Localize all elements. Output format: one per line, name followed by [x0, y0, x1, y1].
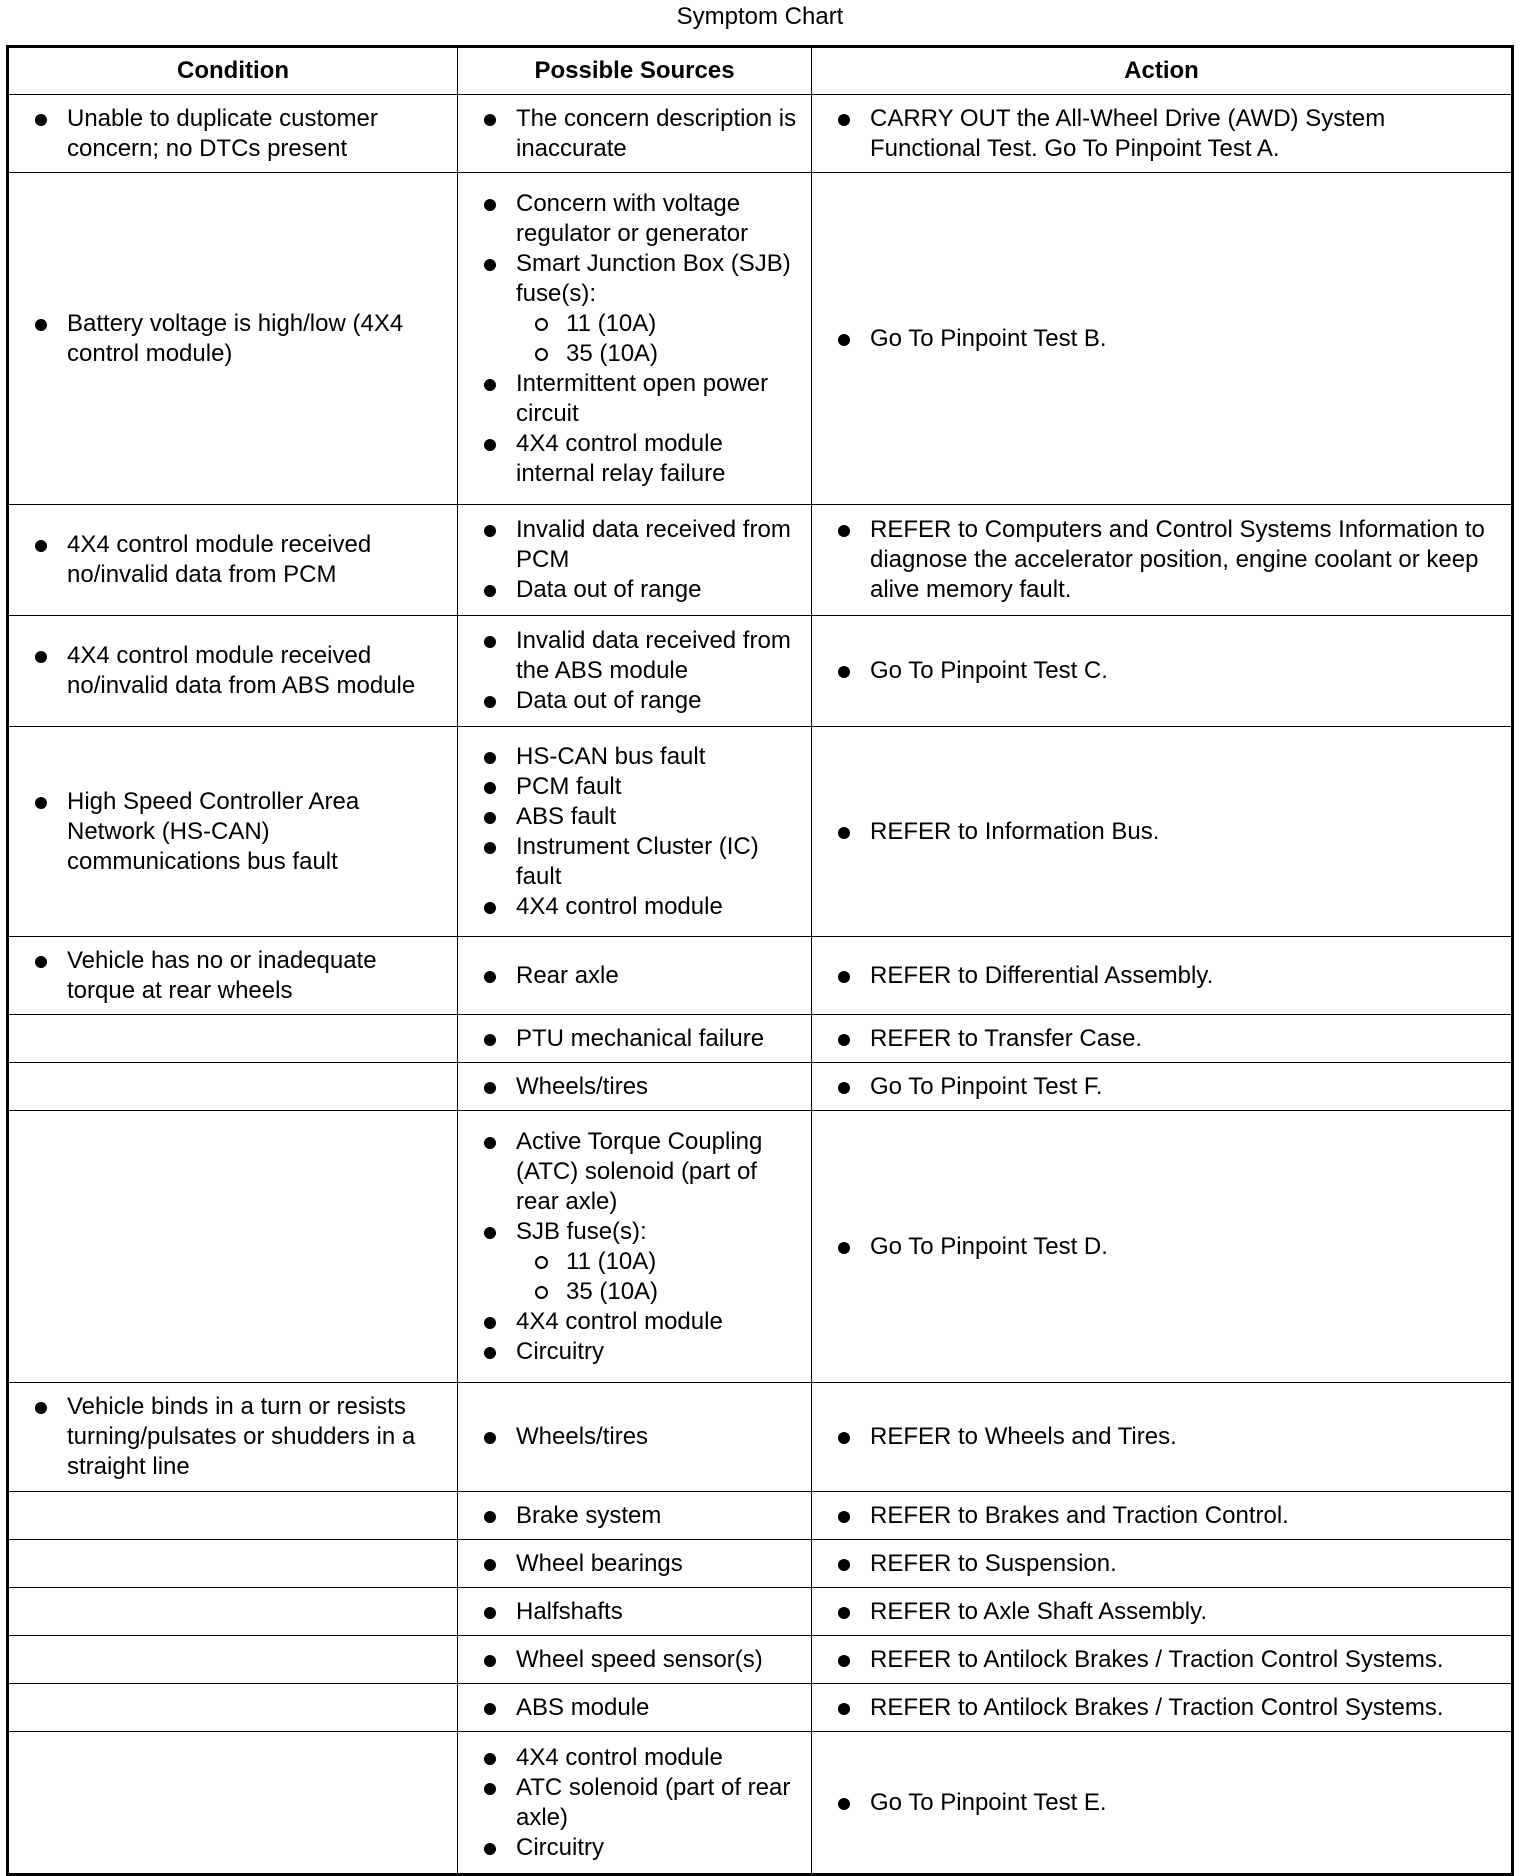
- bullet-icon: [484, 1034, 496, 1046]
- bullet-icon: [838, 1242, 850, 1254]
- possible-sources-cell: [458, 616, 812, 727]
- bullet-icon: [838, 1432, 850, 1444]
- bullet-icon: [484, 782, 496, 794]
- circle-bullet-icon: [535, 1286, 548, 1299]
- source-text: Concern with voltage regulator or generator: [516, 189, 749, 247]
- source-item: [458, 1645, 811, 1675]
- table-row: [8, 616, 1513, 727]
- action-item: [812, 1549, 1511, 1579]
- source-text: ABS module: [516, 1693, 650, 1721]
- bullet-icon: [484, 1227, 496, 1239]
- source-item: [458, 515, 811, 575]
- source-text: SJB fuse(s):: [516, 1217, 647, 1245]
- source-item: [458, 429, 811, 489]
- bullet-icon: [484, 1082, 496, 1094]
- source-text: Wheel bearings: [516, 1549, 683, 1577]
- condition-text: High Speed Controller Area Network (HS-CAN) communications bus fault: [67, 787, 360, 875]
- condition-item: [9, 946, 457, 1006]
- table-row: [8, 505, 1513, 616]
- source-text: PTU mechanical failure: [516, 1024, 765, 1052]
- bullet-icon: [838, 1082, 850, 1094]
- table-row: [8, 173, 1513, 505]
- bullet-icon: [484, 379, 496, 391]
- action-cell: [812, 1015, 1513, 1063]
- action-text: Go To Pinpoint Test C.: [870, 657, 1108, 684]
- source-text: 4X4 control module: [516, 1743, 723, 1771]
- action-cell: [812, 1732, 1513, 1875]
- source-text: Brake system: [516, 1501, 662, 1529]
- action-item: [812, 1645, 1511, 1675]
- condition-item: [9, 787, 457, 877]
- source-item: [458, 575, 811, 605]
- table-row: [8, 1015, 1513, 1063]
- possible-sources-cell: [458, 727, 812, 937]
- source-item: [458, 1743, 811, 1773]
- source-text: Circuitry: [516, 1833, 604, 1861]
- possible-sources-cell: [458, 1063, 812, 1111]
- table-row: [8, 1383, 1513, 1492]
- action-text: REFER to Suspension.: [870, 1549, 1117, 1577]
- bullet-icon: [484, 585, 496, 597]
- action-cell: [812, 173, 1513, 505]
- source-text: Active Torque Coupling (ATC) solenoid (part of rear axle): [516, 1127, 763, 1215]
- source-item: [458, 189, 811, 249]
- source-item: [458, 1773, 811, 1833]
- action-item: [812, 656, 1511, 686]
- condition-cell: [8, 727, 458, 937]
- action-item: [812, 1024, 1511, 1054]
- condition-cell: [8, 1111, 458, 1383]
- bullet-icon: [35, 797, 47, 809]
- circle-bullet-icon: [535, 348, 548, 361]
- table-row: [8, 727, 1513, 937]
- source-text: Smart Junction Box (SJB) fuse(s):: [516, 249, 791, 307]
- bullet-icon: [484, 1753, 496, 1765]
- condition-cell: [8, 95, 458, 173]
- condition-item: [9, 530, 457, 590]
- condition-text: 4X4 control module received no/invalid data from ABS module: [67, 642, 416, 699]
- action-cell: [812, 1063, 1513, 1111]
- bullet-icon: [838, 334, 850, 346]
- condition-item: [9, 104, 457, 164]
- action-item: [812, 1422, 1511, 1452]
- action-item: [812, 1693, 1511, 1723]
- action-cell: [812, 937, 1513, 1015]
- bullet-icon: [484, 971, 496, 983]
- condition-cell: [8, 1492, 458, 1540]
- condition-cell: [8, 173, 458, 505]
- source-item: [458, 742, 811, 772]
- bullet-icon: [838, 1607, 850, 1619]
- source-item: [458, 1422, 811, 1452]
- fuse-item: [516, 1277, 797, 1307]
- action-text: REFER to Differential Assembly.: [870, 961, 1214, 989]
- bullet-icon: [35, 1402, 47, 1414]
- bullet-icon: [484, 439, 496, 451]
- condition-cell: [8, 1063, 458, 1111]
- condition-text: 4X4 control module received no/invalid data from PCM: [67, 531, 372, 588]
- action-item: [812, 515, 1511, 605]
- bullet-icon: [838, 1703, 850, 1715]
- condition-cell: [8, 505, 458, 616]
- table-row: [8, 1684, 1513, 1732]
- source-item: [458, 626, 811, 686]
- table-row: [8, 937, 1513, 1015]
- bullet-icon: [484, 812, 496, 824]
- action-text: REFER to Brakes and Traction Control.: [870, 1501, 1289, 1529]
- possible-sources-cell: [458, 505, 812, 616]
- source-text: Rear axle: [516, 961, 619, 989]
- action-text: Go To Pinpoint Test E.: [870, 1788, 1107, 1816]
- condition-cell: [8, 1588, 458, 1636]
- source-item: [458, 1217, 811, 1307]
- source-item: [458, 1307, 811, 1337]
- source-item: [458, 772, 811, 802]
- bullet-icon: [484, 1843, 496, 1855]
- action-text: Go To Pinpoint Test D.: [870, 1232, 1108, 1260]
- condition-cell: [8, 1684, 458, 1732]
- action-cell: [812, 1383, 1513, 1492]
- table-row: [8, 95, 1513, 173]
- source-text: Intermittent open power circuit: [516, 369, 769, 427]
- action-cell: [812, 1588, 1513, 1636]
- table-header-row: [8, 47, 1513, 95]
- action-item: [812, 961, 1511, 991]
- bullet-icon: [484, 696, 496, 708]
- table-row: [8, 1732, 1513, 1875]
- source-text: 4X4 control module internal relay failure: [516, 429, 726, 487]
- action-cell: [812, 95, 1513, 173]
- bullet-icon: [484, 114, 496, 126]
- source-item: [458, 1337, 811, 1367]
- source-text: Wheel speed sensor(s): [516, 1645, 763, 1673]
- fuse-text: 11 (10A): [566, 309, 657, 337]
- action-cell: [812, 1636, 1513, 1684]
- condition-cell: [8, 1540, 458, 1588]
- action-item: [812, 1232, 1511, 1262]
- action-text: Go To Pinpoint Test F.: [870, 1072, 1103, 1100]
- action-item: [812, 104, 1511, 164]
- bullet-icon: [484, 1347, 496, 1359]
- bullet-icon: [838, 1655, 850, 1667]
- action-text: REFER to Antilock Brakes / Traction Control Systems.: [870, 1645, 1444, 1673]
- fuse-text: 35 (10A): [566, 1277, 659, 1305]
- bullet-icon: [838, 1559, 850, 1571]
- bullet-icon: [35, 114, 47, 126]
- action-text: Go To Pinpoint Test B.: [870, 324, 1107, 352]
- symptom-chart-table: [6, 45, 1514, 1876]
- bullet-icon: [484, 1783, 496, 1795]
- possible-sources-cell: [458, 1732, 812, 1875]
- bullet-icon: [484, 1703, 496, 1715]
- bullet-icon: [484, 1607, 496, 1619]
- condition-item: [9, 641, 457, 701]
- bullet-icon: [35, 956, 47, 968]
- action-cell: [812, 616, 1513, 727]
- bullet-icon: [484, 1559, 496, 1571]
- action-item: [812, 1501, 1511, 1531]
- bullet-icon: [35, 319, 47, 331]
- column-header-action: Action: [812, 47, 1513, 95]
- condition-text: Vehicle has no or inadequate torque at rear wheels: [67, 946, 377, 1004]
- source-text: The concern description is inaccurate: [516, 104, 797, 162]
- bullet-icon: [484, 1432, 496, 1444]
- bullet-icon: [35, 651, 47, 663]
- table-row: [8, 1111, 1513, 1383]
- source-text: Halfshafts: [516, 1597, 623, 1625]
- source-text: Instrument Cluster (IC) fault: [516, 832, 759, 890]
- table-row: [8, 1636, 1513, 1684]
- column-header-condition: Condition: [8, 47, 458, 95]
- fuse-text: 35 (10A): [566, 339, 659, 367]
- bullet-icon: [838, 666, 850, 678]
- source-item: [458, 1833, 811, 1863]
- fuse-item: [516, 339, 797, 369]
- bullet-icon: [484, 842, 496, 854]
- action-cell: [812, 1540, 1513, 1588]
- action-text: REFER to Information Bus.: [870, 817, 1160, 845]
- source-text: Data out of range: [516, 687, 702, 714]
- bullet-icon: [484, 1137, 496, 1149]
- action-text: CARRY OUT the All-Wheel Drive (AWD) System Functional Test. Go To Pinpoint Test A.: [870, 104, 1386, 162]
- fuse-item: [516, 309, 797, 339]
- source-item: [458, 961, 811, 991]
- source-item: [458, 1693, 811, 1723]
- table-row: [8, 1588, 1513, 1636]
- possible-sources-cell: [458, 1015, 812, 1063]
- source-text: Data out of range: [516, 576, 702, 603]
- action-cell: [812, 1111, 1513, 1383]
- source-text: 4X4 control module: [516, 1307, 723, 1335]
- action-cell: [812, 1684, 1513, 1732]
- action-cell: [812, 727, 1513, 937]
- possible-sources-cell: [458, 1588, 812, 1636]
- source-item: [458, 1072, 811, 1102]
- possible-sources-cell: [458, 1383, 812, 1492]
- source-item: [458, 1549, 811, 1579]
- fuse-item: [516, 1247, 797, 1277]
- condition-cell: [8, 1015, 458, 1063]
- source-text: ATC solenoid (part of rear axle): [516, 1773, 791, 1831]
- fuse-text: 11 (10A): [566, 1247, 657, 1275]
- source-text: Circuitry: [516, 1337, 604, 1365]
- bullet-icon: [484, 1655, 496, 1667]
- table-row: [8, 1492, 1513, 1540]
- bullet-icon: [838, 1034, 850, 1046]
- bullet-icon: [484, 259, 496, 271]
- condition-text: Vehicle binds in a turn or resists turning/pulsates or shudders in a straight line: [67, 1393, 416, 1480]
- page-title: Symptom Chart: [676, 3, 844, 30]
- action-cell: [812, 505, 1513, 616]
- bullet-icon: [484, 1317, 496, 1329]
- condition-cell: [8, 937, 458, 1015]
- bullet-icon: [838, 114, 850, 126]
- condition-cell: [8, 616, 458, 727]
- action-text: REFER to Wheels and Tires.: [870, 1423, 1177, 1450]
- source-text: Invalid data received from PCM: [516, 516, 791, 573]
- table-row: [8, 1540, 1513, 1588]
- source-text: PCM fault: [516, 772, 622, 800]
- bullet-icon: [838, 1511, 850, 1523]
- source-text: HS-CAN bus fault: [516, 742, 706, 770]
- condition-cell: [8, 1383, 458, 1492]
- column-header-possible-sources: Possible Sources: [458, 47, 812, 95]
- action-item: [812, 817, 1511, 847]
- source-text: Wheels/tires: [516, 1072, 649, 1100]
- source-item: [458, 686, 811, 716]
- bullet-icon: [838, 971, 850, 983]
- action-item: [812, 1597, 1511, 1627]
- source-item: [458, 369, 811, 429]
- possible-sources-cell: [458, 173, 812, 505]
- bullet-icon: [484, 902, 496, 914]
- condition-cell: [8, 1636, 458, 1684]
- circle-bullet-icon: [535, 1256, 548, 1269]
- action-text: REFER to Transfer Case.: [870, 1024, 1143, 1052]
- circle-bullet-icon: [535, 318, 548, 331]
- possible-sources-cell: [458, 1492, 812, 1540]
- possible-sources-cell: [458, 95, 812, 173]
- action-item: [812, 1788, 1511, 1818]
- action-text: REFER to Axle Shaft Assembly.: [870, 1597, 1208, 1625]
- source-item: [458, 1501, 811, 1531]
- bullet-icon: [484, 1511, 496, 1523]
- source-item: [458, 249, 811, 369]
- condition-item: [9, 309, 457, 369]
- action-cell: [812, 1492, 1513, 1540]
- condition-cell: [8, 1732, 458, 1875]
- bullet-icon: [838, 827, 850, 839]
- bullet-icon: [484, 752, 496, 764]
- source-text: ABS fault: [516, 802, 617, 830]
- source-text: 4X4 control module: [516, 892, 723, 920]
- possible-sources-cell: [458, 1684, 812, 1732]
- source-item: [458, 892, 811, 922]
- table-row: [8, 1063, 1513, 1111]
- possible-sources-cell: [458, 1111, 812, 1383]
- action-item: [812, 1072, 1511, 1102]
- condition-text: Unable to duplicate customer concern; no DTCs present: [67, 104, 378, 162]
- action-item: [812, 324, 1511, 354]
- action-text: REFER to Antilock Brakes / Traction Control Systems.: [870, 1693, 1444, 1721]
- source-item: [458, 104, 811, 164]
- source-text: Invalid data received from the ABS module: [516, 627, 791, 684]
- bullet-icon: [838, 1798, 850, 1810]
- source-item: [458, 1024, 811, 1054]
- condition-text: Battery voltage is high/low (4X4 control module): [67, 309, 404, 367]
- source-item: [458, 832, 811, 892]
- action-text: REFER to Computers and Control Systems Information to diagnose the accelerator position, engine coolant or keep alive memory fault.: [870, 516, 1485, 603]
- source-text: Wheels/tires: [516, 1423, 649, 1450]
- bullet-icon: [838, 525, 850, 537]
- bullet-icon: [484, 636, 496, 648]
- condition-item: [9, 1392, 457, 1482]
- possible-sources-cell: [458, 937, 812, 1015]
- bullet-icon: [484, 525, 496, 537]
- source-item: [458, 802, 811, 832]
- bullet-icon: [484, 199, 496, 211]
- source-item: [458, 1127, 811, 1217]
- source-item: [458, 1597, 811, 1627]
- bullet-icon: [35, 540, 47, 552]
- possible-sources-cell: [458, 1636, 812, 1684]
- possible-sources-cell: [458, 1540, 812, 1588]
